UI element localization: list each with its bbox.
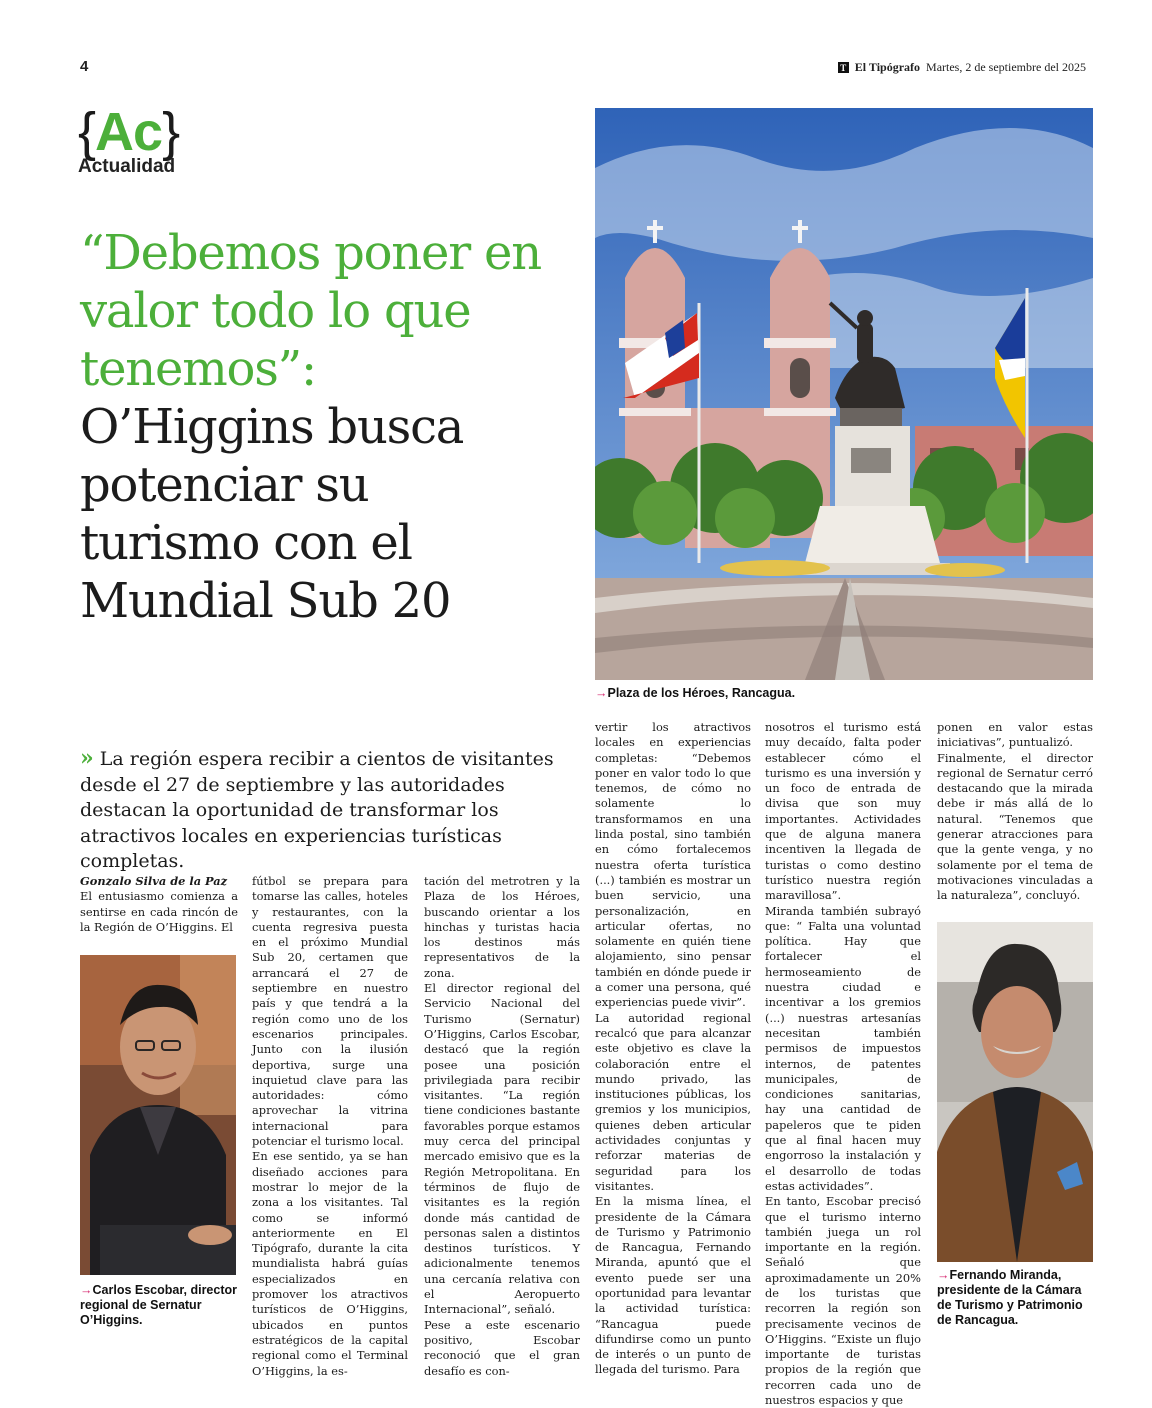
article-column-4	[595, 720, 751, 1378]
headline-quote: “Debemos poner en valor todo lo que tenemos”:	[80, 225, 541, 397]
column-5-text-b: Miranda también subrayó que: “ Falta una voluntad política. Hay que fortalecer el hermoseamiento de nuestra ciudad e incentivar a los gremios (...) nuestras artesanías necesitan también permisos de impuestos internos, de patentes municipales, de condiciones sanitarias, hay una cantidad de papeleros que te piden que al final hacen muy engorroso la instalación y el desarrollo de todas estas actividades”.	[765, 903, 921, 1193]
column-3-text: tación del metrotren y la Plaza de los Héroes, buscando orientar a los hinchas y turistas hacia los destinos más representativos de la zona.	[424, 874, 580, 980]
byline: Gonzalo Silva de la Paz	[80, 874, 228, 888]
column-5-text: nosotros el turismo está muy decaído, falta poder establecer cómo el turismo es una inversión y un foco de entrada de divisa que son muy importantes. Actividades que de alguna manera incentiven la llegada de turistas o como destino turístico nuestra región maravillosa”.	[765, 720, 921, 903]
article-column-1	[80, 874, 238, 935]
newspaper-name: El Tipógrafo	[854, 60, 921, 74]
main-photo	[595, 108, 1093, 680]
section-code: Ac	[95, 102, 163, 162]
column-6-text: ponen en valor estas iniciativas”, puntualizó.	[937, 720, 1093, 750]
plaza-photo-illustration	[595, 108, 1093, 680]
caption-arrow-icon: →	[937, 1268, 950, 1282]
headline	[80, 224, 550, 630]
article-column-3	[424, 874, 580, 1379]
miranda-portrait-illustration	[937, 922, 1093, 1262]
column-5-text-c: En tanto, Escobar precisó que el turismo interno también juega un rol importante en la región. Señaló que aproximadamente un 20% de los turistas que recorren la región son precisamente vecinos de O’Higgins. “Existe un flujo importante de turistas propios de la región que recorren cada uno de nuestros espacios y que	[765, 1194, 921, 1408]
masthead	[838, 60, 1086, 75]
caption-arrow-icon: →	[595, 686, 608, 700]
page-number: 4	[80, 58, 89, 75]
column-3-text-b: El director regional del Servicio Nacional del Turismo (Sernatur) O’Higgins, Carlos Escobar, destacó que la región posee una posición privilegiada para recibir visitantes. “La región tiene condiciones bastante favorables porque estamos muy cerca del principal mercado emisivo que es la Región Metropolitana. En términos de flujo de visitantes es la región donde más cantidad de personas salen a distintos destinos turísticos. Y adicionalmente tenemos una cercanía relativa con el Aeropuerto Internacional”, señaló.	[424, 981, 580, 1317]
article-column-6	[937, 720, 1093, 904]
miranda-photo	[937, 922, 1093, 1262]
column-2-text-b: En ese sentido, ya se han diseñado acciones para mostrar lo mejor de la zona a los visitantes. Tal como se informó anteriormente en El Tipógrafo, durante la cita mundialista habrá guías especializados en promover los atractivos turísticos de O’Higgins, ubicados en puntos estratégicos de la capital regional como el Terminal O’Higgins, la es-	[252, 1149, 408, 1378]
column-3-text-c: Pese a este escenario positivo, Escobar reconoció que el gran desafío es con-	[424, 1317, 580, 1378]
section-label: Actualidad	[78, 156, 176, 177]
newspaper-logo-icon: T	[838, 62, 849, 73]
column-2-text: fútbol se prepara para tomarse las calles, hoteles y restaurantes, con la cuenta regresiva puesta en el próximo Mundial Sub 20, certamen que arrancará el 27 de septiembre en nuestro país y que tendrá a la región como uno de los escenarios principales. Junto con la ilusión deportiva, surge una inquietud clave para las autoridades: cómo aprovechar la vitrina internacional para potenciar el turismo local.	[252, 874, 408, 1149]
section-badge	[78, 104, 179, 160]
lead-paragraph	[80, 746, 580, 875]
column-4-text-c: En la misma línea, el presidente de la Cámara de Turismo y Patrimonio de Rancagua, Fernando Miranda, apuntó que el evento puede ser una oportunidad para levantar la actividad turística: “Rancagua puede difundirse como un punto de interés o un punto de llegada del turismo. Para	[595, 1194, 751, 1377]
main-photo-caption	[595, 686, 1093, 701]
escobar-portrait-illustration	[80, 955, 236, 1275]
open-brace: {	[78, 102, 96, 162]
escobar-photo	[80, 955, 236, 1275]
miranda-caption-text: Fernando Miranda, presidente de la Cámara de Turismo y Patrimonio de Rancagua.	[937, 1268, 1083, 1327]
column-6-text-b: Finalmente, el director regional de Sernatur cerró destacando que la mirada debe ir más allá de lo natural. “Tenemos que generar atracciones para que la gente venga, y no solamente por el tema de motivaciones vinculadas a la naturaleza”, concluyó.	[937, 750, 1093, 903]
column-4-text: vertir los atractivos locales en experiencias completas: “Debemos poner en valor todo lo que tenemos, de cómo no solamente lo transformamos en una linda postal, sino también en cómo fortalecemos nuestra oferta turística (...) también es mostrar un buen servicio, una personalización, en articular ofertas, no solamente en quién tiene alojamiento, sino pensar también en dónde puede ir a comer una persona, qué experiencias puede vivir”.	[595, 720, 751, 1010]
miranda-caption	[937, 1268, 1093, 1328]
lead-marker-icon: »	[80, 745, 94, 771]
column-1-text: El entusiasmo comienza a sentirse en cada rincón de la Región de O’Higgins. El	[80, 889, 238, 934]
escobar-caption-text: Carlos Escobar, director regional de Sernatur O’Higgins.	[80, 1283, 238, 1327]
column-4-text-b: La autoridad regional recalcó que para alcanzar este objetivo es clave la colaboración entre el mundo privado, las instituciones públicas, los gremios y los municipios, quienes deben articular actividades conjuntas y reforzar materias de seguridad para los visitantes.	[595, 1010, 751, 1193]
issue-date: Martes, 2 de septiembre del 2025	[926, 60, 1086, 74]
caption-arrow-icon: →	[80, 1283, 93, 1297]
headline-title: O’Higgins busca potenciar su turismo con el Mundial Sub 20	[80, 399, 464, 629]
article-column-2	[252, 874, 408, 1379]
close-brace: }	[162, 102, 180, 162]
escobar-caption	[80, 1283, 238, 1328]
article-column-5	[765, 720, 921, 1408]
main-photo-caption-text: Plaza de los Héroes, Rancagua.	[607, 686, 796, 700]
section-tag	[78, 104, 179, 178]
lead-text: La región espera recibir a cientos de visitantes desde el 27 de septiembre y las autoridades destacan la oportunidad de transformar los atractivos locales en experiencias turísticas completas.	[80, 748, 554, 872]
